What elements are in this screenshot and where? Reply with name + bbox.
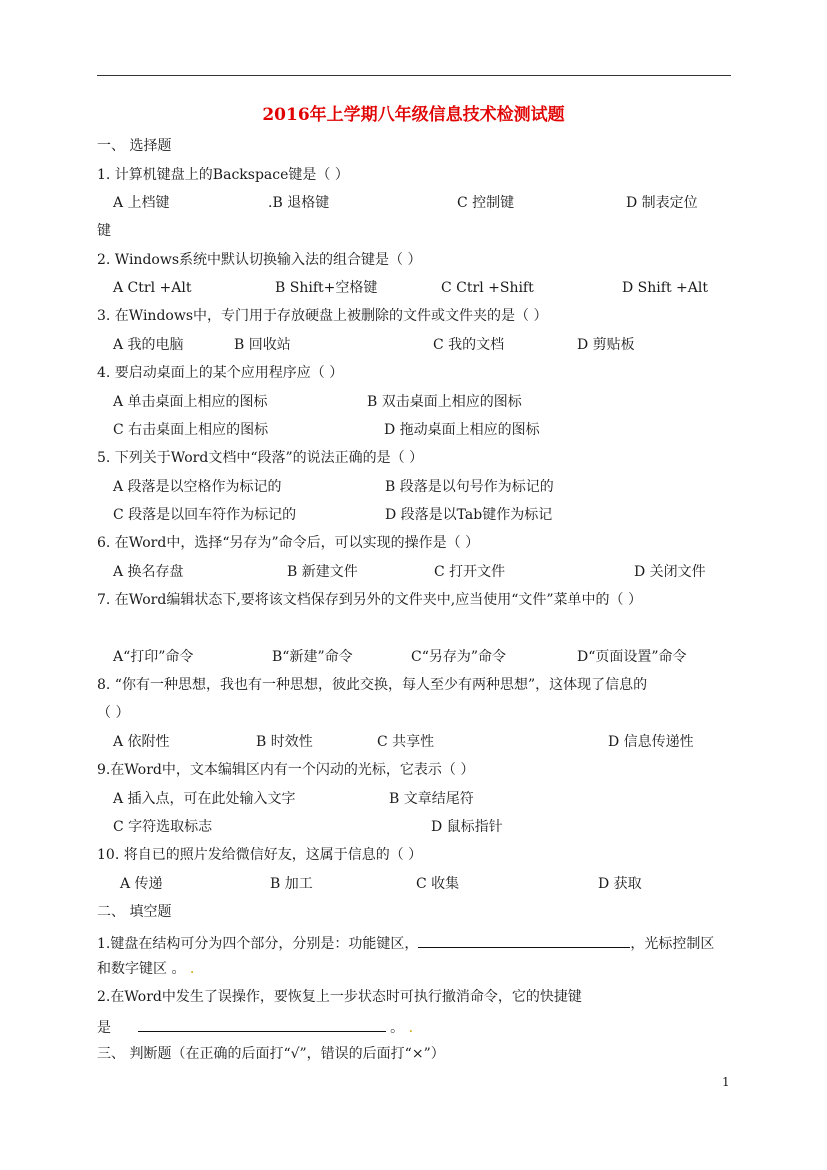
q10-option-b: B 加工 — [270, 876, 313, 892]
header-rule — [97, 75, 731, 76]
fill-question-2-continuation — [97, 1016, 413, 1037]
q3-option-a: A 我的电脑 — [113, 337, 184, 353]
q10-option-d: D 获取 — [598, 876, 642, 892]
q9-option-b: B 文章结尾符 — [389, 791, 474, 807]
fill-2-mark: . — [408, 1020, 414, 1036]
question-7: 7. 在Word编辑状态下,要将该文档保存到另外的文件夹中,应当使用“文件”菜单中的（ ） — [97, 592, 642, 608]
section-heading-judge: 三、 判断题（在正确的后面打“√”，错误的后面打“×”） — [97, 1046, 445, 1062]
q2-option-b: B Shift+空格键 — [275, 280, 378, 296]
fill-1-text-a: 1.键盘在结构可分为四个部分，分别是：功能键区， — [97, 936, 419, 952]
q3-option-c: C 我的文档 — [433, 337, 505, 353]
fill-2-text-b: 是 — [97, 1020, 111, 1036]
q4-option-a: A 单击桌面上相应的图标 — [113, 394, 268, 410]
q5-option-c: C 段落是以回车符作为标记的 — [113, 507, 297, 523]
q8-option-b: B 时效性 — [256, 734, 313, 750]
q9-option-d: D 鼠标指针 — [431, 819, 503, 835]
q7-option-c: C“另存为”命令 — [411, 649, 507, 665]
q4-option-c: C 右击桌面上相应的图标 — [113, 422, 269, 438]
q6-option-b: B 新建文件 — [287, 564, 358, 580]
q10-option-c: C 收集 — [416, 876, 460, 892]
q7-option-b: B“新建”命令 — [272, 649, 353, 665]
fill-2-blank — [138, 1016, 386, 1032]
question-8: 8. “你有一种思想，我也有一种思想，彼此交换，每人至少有两种思想”，这体现了信息的 — [97, 677, 648, 693]
q1-option-c: C 控制键 — [457, 195, 515, 211]
question-6: 6. 在Word中，选择“另存为”命令后，可以实现的操作是（ ） — [97, 535, 480, 551]
fill-1-text-b: ，光标控制区 — [630, 936, 715, 952]
question-5: 5. 下列关于Word文档中“段落”的说法正确的是（ ） — [97, 450, 424, 466]
q1-continuation: 键 — [97, 223, 111, 239]
q5-option-d: D 段落是以Tab键作为标记 — [385, 507, 553, 523]
fill-2-text-c: 。 — [390, 1020, 405, 1036]
q2-option-c: C Ctrl +Shift — [441, 280, 534, 296]
q3-option-b: B 回收站 — [234, 337, 291, 353]
page-title: 2016年上学期八年级信息技术检测试题 — [262, 105, 565, 125]
q1-option-b: .B 退格键 — [268, 195, 330, 211]
fill-1-text-c: 和数字键区 。 — [97, 961, 186, 977]
question-9: 9.在Word中，文本编辑区内有一个闪动的光标，它表示（ ） — [97, 762, 475, 778]
question-2: 2. Windows系统中默认切换输入法的组合键是（ ） — [97, 252, 422, 268]
q6-option-d: D 关闭文件 — [634, 564, 706, 580]
q1-option-a: A 上档键 — [113, 195, 170, 211]
q2-option-d: D Shift +Alt — [622, 280, 708, 296]
fill-1-blank — [418, 932, 630, 948]
page-number: 1 — [722, 1075, 730, 1089]
q1-option-d: D 制表定位 — [626, 195, 698, 211]
q9-option-c: C 字符选取标志 — [113, 819, 213, 835]
q8-option-c: C 共享性 — [377, 734, 435, 750]
q9-option-a: A 插入点，可在此处输入文字 — [113, 791, 296, 807]
section-heading-fill: 二、 填空题 — [97, 904, 172, 920]
question-3: 3. 在Windows中，专门用于存放硬盘上被删除的文件或文件夹的是（ ） — [97, 308, 548, 324]
question-10: 10. 将自已的照片发给微信好友，这属于信息的（ ） — [97, 847, 423, 863]
question-1: 1. 计算机键盘上的Backspace键是（ ） — [97, 167, 349, 183]
q3-option-d: D 剪贴板 — [577, 337, 635, 353]
q7-option-a: A“打印”命令 — [113, 649, 194, 665]
q8-option-a: A 依附性 — [113, 734, 170, 750]
section-heading-choice: 一、 选择题 — [97, 138, 172, 154]
q8-continuation: （ ） — [97, 705, 130, 721]
q8-option-d: D 信息传递性 — [608, 734, 694, 750]
q7-option-d: D“页面设置”命令 — [577, 649, 687, 665]
q4-option-d: D 拖动桌面上相应的图标 — [384, 422, 540, 438]
q5-option-a: A 段落是以空格作为标记的 — [113, 479, 282, 495]
q5-option-b: B 段落是以句号作为标记的 — [385, 479, 554, 495]
q6-option-c: C 打开文件 — [434, 564, 506, 580]
fill-question-2: 2.在Word中发生了误操作，要恢复上一步状态时可执行撤消命令，它的快捷键 — [97, 989, 582, 1005]
q10-option-a: A 传递 — [120, 876, 163, 892]
fill-question-1 — [97, 932, 714, 953]
fill-question-1-continuation — [97, 960, 194, 978]
question-4: 4. 要启动桌面上的某个应用程序应（ ） — [97, 365, 344, 381]
q4-option-b: B 双击桌面上相应的图标 — [367, 394, 522, 410]
q6-option-a: A 换名存盘 — [113, 564, 184, 580]
q2-option-a: A Ctrl +Alt — [113, 280, 192, 296]
fill-1-mark: . — [189, 961, 195, 977]
